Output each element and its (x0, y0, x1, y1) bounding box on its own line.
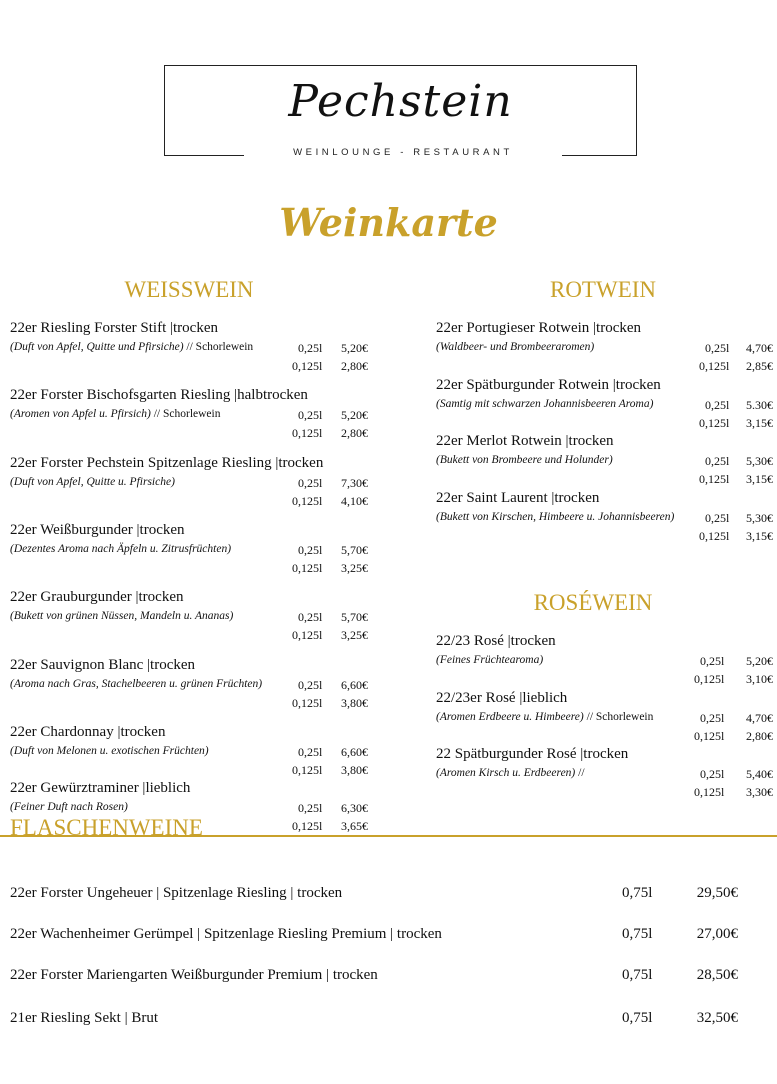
volume-large: 0,25l (700, 767, 725, 781)
price-small: 3,25€ (341, 561, 368, 575)
wine-description (436, 654, 543, 666)
wine-aroma: (Duft von Apfel, Quitte u. Pfirsiche) (10, 476, 175, 488)
volume-large: 0,25l (705, 341, 730, 355)
volume-small: 0,125l (292, 696, 323, 710)
volume-small: 0,125l (699, 529, 730, 543)
wine-name: 22er Merlot Rotwein |trocken (436, 433, 614, 449)
bottle-wine-name: 22er Forster Ungeheuer | Spitzenlage Riesling | trocken (10, 885, 343, 901)
bottle-price: 27,00€ (696, 926, 738, 942)
wine-name: 22/23 Rosé |trocken (436, 633, 556, 649)
wine-aroma: (Samtig mit schwarzen Johannisbeeren Aroma) (436, 398, 654, 410)
price-large: 5,20€ (746, 654, 773, 668)
volume-small: 0,125l (292, 494, 323, 508)
wine-name: 22er Portugieser Rotwein |trocken (436, 320, 642, 336)
volume-small: 0,125l (292, 359, 323, 373)
section-heading-rotwein: ROTWEIN (549, 277, 657, 302)
volume-large: 0,25l (298, 801, 323, 815)
price-large: 6,30€ (341, 801, 368, 815)
wine-name: 22er Chardonnay |trocken (10, 724, 166, 740)
wine-aroma: (Aromen Erdbeere u. Himbeere) (436, 711, 584, 723)
price-large: 5,70€ (341, 543, 368, 557)
wine-description (436, 454, 613, 466)
wine-aroma: (Dezentes Aroma nach Äpfeln u. Zitrusfrüchten) (10, 543, 232, 555)
wine-description (10, 678, 262, 690)
wine-description (436, 711, 653, 723)
wine-aroma: (Aroma nach Gras, Stachelbeeren u. grünen Früchten) (10, 678, 263, 690)
wine-aroma: (Feines Früchtearoma) (436, 654, 544, 666)
section-heading-flaschenweine: FLASCHENWEINE (10, 815, 203, 840)
wine-aroma: (Bukett von grünen Nüssen, Mandeln u. Ananas) (10, 610, 234, 622)
price-large: 4,70€ (746, 711, 773, 725)
wine-note: // Schorlewein (150, 408, 221, 420)
wine-description (10, 543, 231, 555)
price-large: 5,30€ (746, 454, 773, 468)
volume-small: 0,125l (694, 785, 725, 799)
wine-aroma: (Aromen von Apfel u. Pfirsich) (10, 408, 151, 420)
wine-name: 22er Weißburgunder |trocken (10, 522, 185, 538)
price-large: 5,30€ (746, 511, 773, 525)
price-large: 5,20€ (341, 341, 368, 355)
volume-large: 0,25l (298, 678, 323, 692)
wine-name: 22er Spätburgunder Rotwein |trocken (436, 377, 661, 393)
bottle-price: 29,50€ (696, 885, 738, 901)
wine-description (436, 767, 585, 779)
wine-note: // Schorlewein (583, 711, 654, 723)
wine-description (10, 801, 128, 813)
bottle-price: 28,50€ (696, 967, 738, 983)
volume-large: 0,25l (298, 408, 323, 422)
wine-name: 22er Grauburgunder |trocken (10, 589, 184, 605)
bottle-volume: 0,75l (622, 967, 653, 983)
volume-small: 0,125l (292, 628, 323, 642)
wine-name: 22er Forster Pechstein Spitzenlage Riesling |trocken (10, 455, 324, 471)
logo-subtitle: WEINLOUNGE - RESTAURANT (244, 147, 562, 158)
wine-description (10, 745, 209, 757)
wine-name: 22 Spätburgunder Rosé |trocken (436, 746, 629, 762)
volume-small: 0,125l (292, 426, 323, 440)
price-large: 6,60€ (341, 745, 368, 759)
volume-small: 0,125l (292, 561, 323, 575)
wine-name: 22er Gewürztraminer |lieblich (10, 780, 191, 796)
wine-aroma: (Waldbeer- und Brombeeraromen) (436, 341, 595, 353)
wine-aroma: (Duft von Apfel, Quitte und Pfirsiche) (10, 341, 184, 353)
wine-name: 22er Sauvignon Blanc |trocken (10, 657, 196, 673)
wine-note: // (575, 767, 585, 779)
price-small: 3,25€ (341, 628, 368, 642)
wine-name: 22er Forster Bischofsgarten Riesling |halbtrocken (10, 387, 308, 403)
wine-aroma: (Feiner Duft nach Rosen) (10, 801, 128, 813)
price-small: 2,80€ (746, 729, 773, 743)
bottle-volume: 0,75l (622, 926, 653, 942)
section-heading-rosewein: ROSÉWEIN (533, 590, 653, 615)
price-small: 3,80€ (341, 763, 368, 777)
wine-description (436, 511, 674, 523)
bottle-price: 32,50€ (696, 1010, 738, 1026)
price-large: 5.30€ (746, 398, 773, 412)
wine-description (436, 398, 653, 410)
volume-small: 0,125l (292, 763, 323, 777)
bottle-wine-name: 21er Riesling Sekt | Brut (10, 1010, 158, 1026)
price-small: 3,65€ (341, 819, 368, 833)
wine-description (10, 610, 233, 622)
price-large: 5,40€ (746, 767, 773, 781)
price-large: 5,70€ (341, 610, 368, 624)
logo-frame (164, 65, 637, 156)
wine-name: 22er Saint Laurent |trocken (436, 490, 600, 506)
volume-large: 0,25l (298, 341, 323, 355)
price-small: 3,15€ (746, 472, 773, 486)
volume-small: 0,125l (292, 819, 323, 833)
volume-large: 0,25l (298, 610, 323, 624)
price-small: 2,80€ (341, 359, 368, 373)
wine-description (10, 476, 175, 488)
wine-description (436, 341, 594, 353)
volume-large: 0,25l (700, 711, 725, 725)
price-large: 6,60€ (341, 678, 368, 692)
bottle-wine-name: 22er Forster Mariengarten Weißburgunder Premium | trocken (10, 967, 378, 983)
bottle-wine-name: 22er Wachenheimer Gerümpel | Spitzenlage Riesling Premium | trocken (10, 926, 442, 942)
logo-wordmark: Pechstein (288, 76, 513, 127)
volume-large: 0,25l (705, 454, 730, 468)
price-small: 3,15€ (746, 416, 773, 430)
price-large: 7,30€ (341, 476, 368, 490)
volume-large: 0,25l (705, 398, 730, 412)
price-small: 2,85€ (746, 359, 773, 373)
wine-aroma: (Bukett von Kirschen, Himbeere u. Johannisbeeren) (436, 511, 675, 523)
volume-small: 0,125l (699, 359, 730, 373)
volume-large: 0,25l (298, 745, 323, 759)
price-large: 4,70€ (746, 341, 773, 355)
wine-description (10, 408, 220, 420)
volume-small: 0,125l (694, 729, 725, 743)
price-small: 3,10€ (746, 672, 773, 686)
bottle-volume: 0,75l (622, 885, 653, 901)
price-small: 2,80€ (341, 426, 368, 440)
price-small: 4,10€ (341, 494, 368, 508)
wine-note: // Schorlewein (183, 341, 254, 353)
price-small: 3,15€ (746, 529, 773, 543)
wine-name: 22er Riesling Forster Stift |trocken (10, 320, 218, 336)
page-title: Weinkarte (279, 200, 498, 245)
price-small: 3,80€ (341, 696, 368, 710)
volume-small: 0,125l (699, 472, 730, 486)
wine-aroma: (Aromen Kirsch u. Erdbeeren) (436, 767, 576, 779)
volume-large: 0,25l (298, 476, 323, 490)
volume-small: 0,125l (699, 416, 730, 430)
price-large: 5,20€ (341, 408, 368, 422)
section-heading-weisswein: WEISSWEIN (124, 277, 254, 302)
volume-small: 0,125l (694, 672, 725, 686)
volume-large: 0,25l (700, 654, 725, 668)
volume-large: 0,25l (705, 511, 730, 525)
bottle-volume: 0,75l (622, 1010, 653, 1026)
wine-description (10, 341, 253, 353)
price-small: 3,30€ (746, 785, 773, 799)
wine-name: 22/23er Rosé |lieblich (436, 690, 568, 706)
wine-aroma: (Bukett von Brombeere und Holunder) (436, 454, 613, 466)
volume-large: 0,25l (298, 543, 323, 557)
wine-aroma: (Duft von Melonen u. exotischen Früchten) (10, 745, 209, 757)
